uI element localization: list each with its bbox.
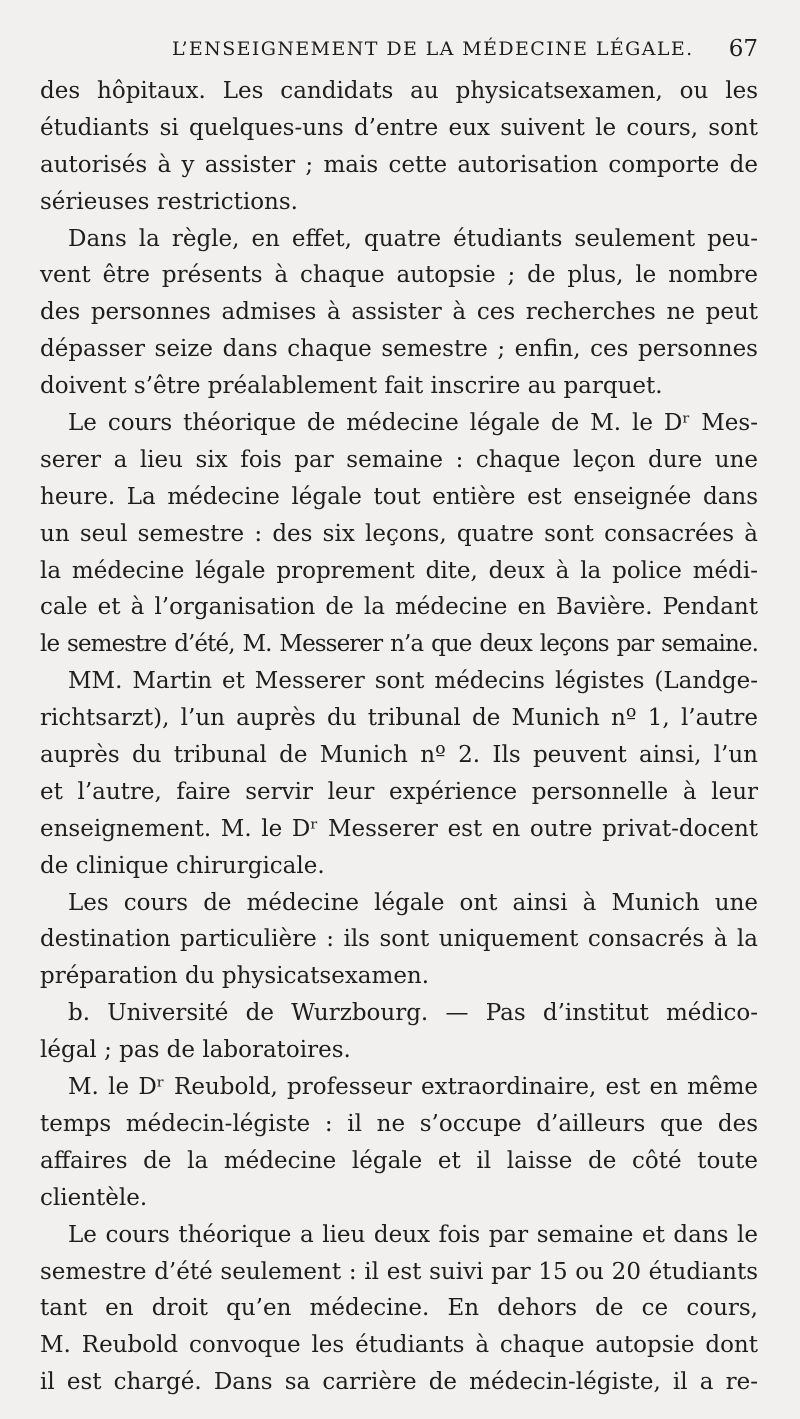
text-line: serer a lieu six fois par semaine : chaque leçon dure une	[40, 446, 758, 473]
text-line: de clinique chirurgicale.	[40, 852, 325, 879]
text-line: un seul semestre : des six leçons, quatre sont consacrées à	[40, 520, 758, 547]
text-line: des hôpitaux. Les candidats au physicatsexamen, ou les	[40, 78, 758, 104]
text-line: autorisés à y assister ; mais cette autorisation comporte de	[40, 151, 758, 178]
text-line: cale et à l’organisation de la médecine en Bavière. Pendant	[40, 594, 758, 621]
text-line: la médecine légale proprement dite, deux à la police médi-	[40, 557, 758, 584]
text-line: semestre d’été seulement : il est suivi par 15 ou 20 étudiants	[40, 1258, 758, 1285]
paragraph-first-line: MM. Martin et Messerer sont médecins légistes (Landge-	[68, 668, 758, 695]
text-line: doivent s’être préalablement fait inscrire au parquet.	[40, 373, 663, 400]
text-line: M. Reubold convoque les étudiants à chaque autopsie dont	[40, 1332, 758, 1359]
text-line: enseignement. M. le Dʳ Messerer est en outre privat-docent	[40, 815, 758, 842]
text-line: sérieuses restrictions.	[40, 188, 298, 215]
text-line: vent être présents à chaque autopsie ; de plus, le nombre	[40, 262, 758, 289]
text-line: et l’autre, faire servir leur expérience personnelle à leur	[40, 778, 758, 805]
paragraph-first-line: Le cours théorique a lieu deux fois par semaine et dans le	[68, 1221, 758, 1248]
text-line: temps médecin-légiste : il ne s’occupe d’ailleurs que des	[40, 1110, 758, 1137]
text-line: affaires de la médecine légale et il laisse de côté toute	[40, 1147, 758, 1174]
text-line: légal ; pas de laboratoires.	[40, 1037, 351, 1064]
page-number: 67	[728, 36, 758, 62]
paragraph-first-line: M. le Dʳ Reubold, professeur extraordinaire, est en même	[68, 1074, 758, 1101]
text-line: auprès du tribunal de Munich nº 2. Ils peuvent ainsi, l’un	[40, 742, 758, 769]
text-line: le semestre d’été, M. Messerer n’a que deux leçons par semaine.	[40, 631, 758, 658]
text-line: tant en droit qu’en médecine. En dehors de ce cours,	[40, 1295, 758, 1322]
running-head	[40, 32, 758, 66]
text-line: étudiants si quelques-uns d’entre eux suivent le cours, sont	[40, 114, 758, 141]
text-line: heure. La médecine légale tout entière est enseignée dans	[40, 483, 758, 510]
body-text	[40, 73, 758, 1401]
running-title: L’ENSEIGNEMENT DE LA MÉDECINE LÉGALE.	[172, 38, 694, 60]
paragraph-first-line: Le cours théorique de médecine légale de M. le Dʳ Mes-	[68, 410, 758, 437]
text-line: dépasser seize dans chaque semestre ; enfin, ces personnes	[40, 336, 758, 363]
text-line: préparation du physicatsexamen.	[40, 963, 430, 990]
paragraph-first-line: Les cours de médecine légale ont ainsi à Munich une	[68, 889, 758, 916]
text-line: il est chargé. Dans sa carrière de médecin-légiste, il a re-	[40, 1369, 758, 1396]
text-line: clientèle.	[40, 1184, 148, 1211]
paragraph-first-line: Dans la règle, en effet, quatre étudiants seulement peu-	[68, 225, 758, 252]
text-line: richtsarzt), l’un auprès du tribunal de Munich nº 1, l’autre	[40, 705, 758, 732]
text-line: destination particulière : ils sont uniquement consacrés à la	[40, 926, 758, 953]
text-line: des personnes admises à assister à ces recherches ne peut	[40, 299, 758, 326]
section-heading-line: b. Université de Wurzbourg. — Pas d’institut médico-	[68, 1000, 758, 1027]
